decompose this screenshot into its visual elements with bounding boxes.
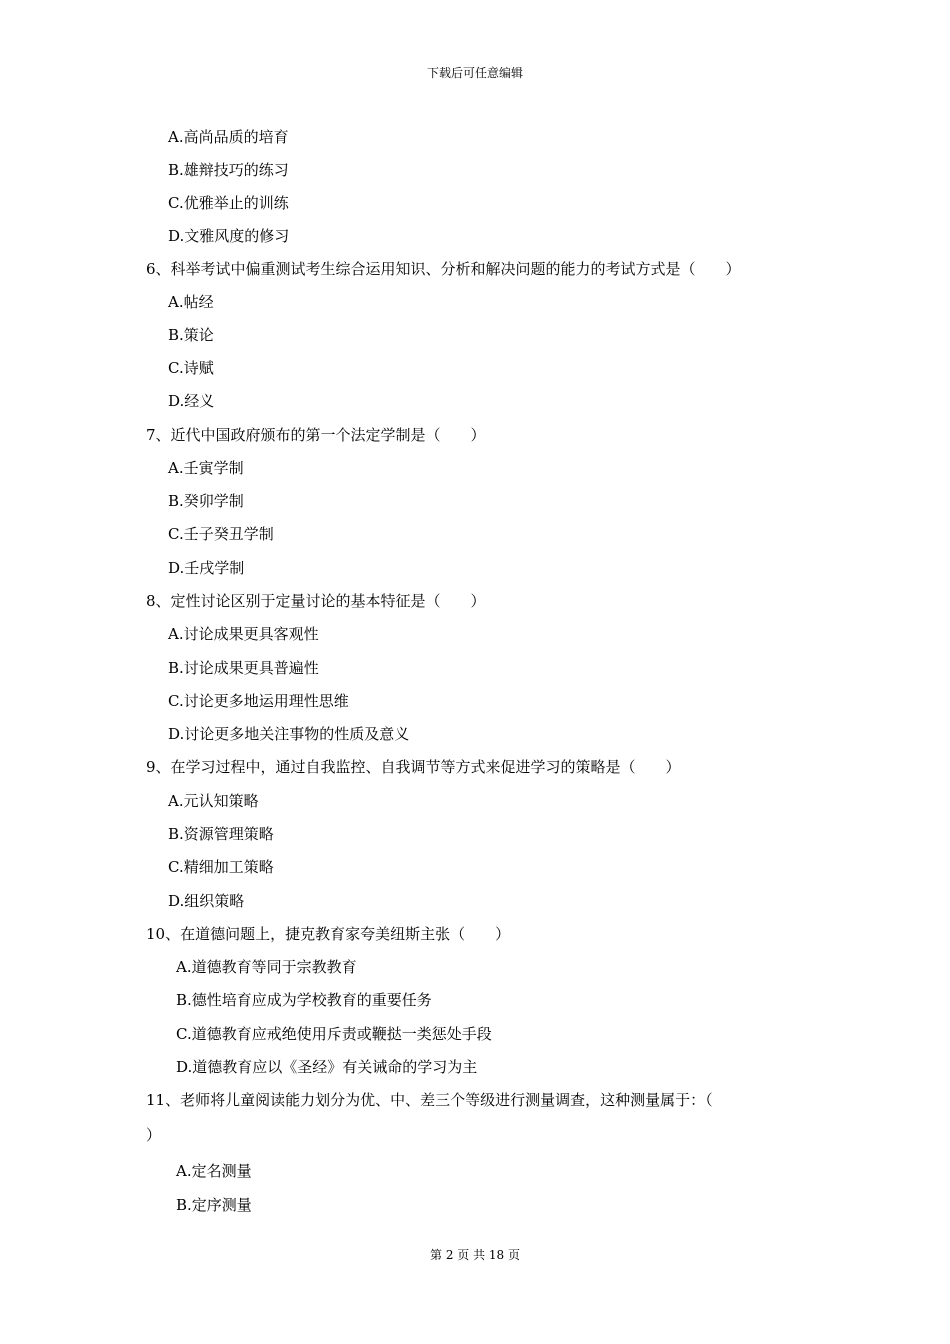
option-a: A.高尚品质的培育 [168,128,289,146]
question-9: 9、在学习过程中，通过自我监控、自我调节等方式来促进学习的策略是（ ） [146,758,681,776]
option-b: B.德性培育应成为学校教育的重要任务 [176,991,432,1009]
option-d: D.道德教育应以《圣经》有关诫命的学习为主 [176,1058,478,1076]
question-10: 10、在道德问题上，捷克教育家夸美纽斯主张（ ） [146,925,511,943]
option-a: A.帖经 [168,293,214,311]
option-b: B.癸卯学制 [168,492,244,510]
option-b: B.策论 [168,326,214,344]
option-d: D.经义 [168,392,215,410]
option-a: A.定名测量 [176,1162,252,1180]
question-6: 6、科举考试中偏重测试考生综合运用知识、分析和解决问题的能力的考试方式是（ ） [146,260,741,278]
option-b: B.资源管理策略 [168,825,274,843]
option-a: A.讨论成果更具客观性 [168,625,319,643]
page-header: 下载后可任意编辑 [426,66,523,80]
question-11: 11、老师将儿童阅读能力划分为优、中、差三个等级进行测量调查，这种测量属于：（ [146,1091,713,1109]
question-7: 7、近代中国政府颁布的第一个法定学制是（ ） [146,426,486,444]
option-d: D.讨论更多地关注事物的性质及意义 [168,725,410,743]
option-c: C.精细加工策略 [168,858,274,876]
option-b: B.定序测量 [176,1196,252,1214]
question-8: 8、定性讨论区别于定量讨论的基本特征是（ ） [146,592,486,610]
question-11-continuation: ） [146,1126,162,1144]
option-a: A.壬寅学制 [168,459,244,477]
option-c: C.讨论更多地运用理性思维 [168,692,349,710]
option-d: D.壬戌学制 [168,559,245,577]
option-a: A.元认知策略 [168,792,259,810]
option-c: C.诗赋 [168,359,214,377]
option-b: B.讨论成果更具普遍性 [168,659,319,677]
option-d: D.组织策略 [168,892,245,910]
option-d: D.文雅风度的修习 [168,227,290,245]
option-c: C.优雅举止的训练 [168,194,289,212]
option-a: A.道德教育等同于宗教教育 [176,958,357,976]
page-footer: 第 2 页 共 18 页 [430,1248,520,1262]
option-c: C.道德教育应戒绝使用斥责或鞭挞一类惩处手段 [176,1025,492,1043]
option-c: C.壬子癸丑学制 [168,525,274,543]
option-b: B.雄辩技巧的练习 [168,161,289,179]
